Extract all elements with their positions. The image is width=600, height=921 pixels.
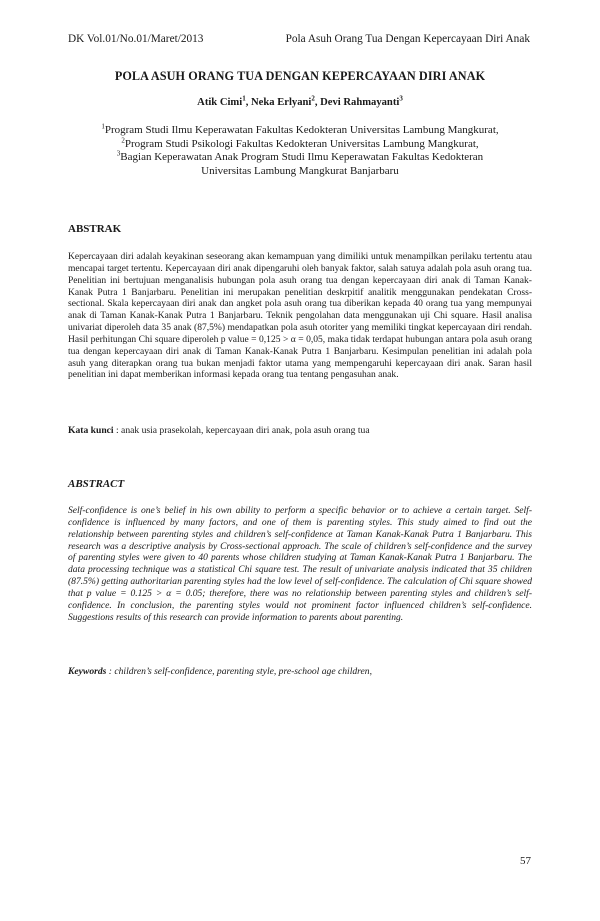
affiliation-line: $^3$Bagian Keperawatan Anak Program Studi Ilmu Keperawatan Fakultas Kedokteran [116,149,484,164]
paper-title: POLA ASUH ORANG TUA DENGAN KEPERCAYAAN DIRI ANAK [114,69,486,83]
affiliations [0,124,600,178]
author-affil-mark: 3 [399,94,403,103]
author-name: Devi Rahmayanti [320,97,400,108]
abstract-body: Self-confidence is one’s belief in his own ability to perform a specific behavior or to achieve a certain target. Self-confidence is influenced by many factors, and one of them is parenting styles. This study aimed to find out the relationship between parenting styles and children’s self-confidence at Taman Kanak-Kanak Putra 1 Banjarbaru. This research was a descriptive analysis by Cross-sectional approach. The scale of children’s self-confidence and the survey of parenting styles were given to 40 parents whose children studying at Taman Kanak-Kanak Putra 1 Banjarbaru. The data processing technique was a statistical Chi square test. The result of univariate analysis indicated that 35 children (87.5%) getting authoritarian parenting styles had the low level of self-confidence. The calculation of Chi square showed that p value = 0.125 > α = 0.05; therefore, there was no relationship between parenting styles and children’s self-confidence. In conclusion, the parenting styles would not prominent factor influenced children’s self-confidence. Suggestions results of this research can provide information to parents about parenting. [68,505,532,623]
author-name: Neka Erlyani [251,97,312,108]
keywords [68,666,532,678]
affiliation-line: $^1$Program Studi Ilmu Keperawatan Fakultas Kedokteran Universitas Lambung Mangkurat, [101,122,499,136]
kata-kunci-text: : anak usia prasekolah, kepercayaan diri anak, pola asuh orang tua [113,425,370,436]
page-number: 57 [520,855,531,867]
running-header-left: DK Vol.01/No.01/Maret/2013 [68,33,204,45]
affiliation-line: Universitas Lambung Mangkurat Banjarbaru [201,164,399,177]
author-affil-mark: 2 [311,94,315,103]
kata-kunci [68,425,532,437]
author-separator: , [245,97,251,108]
keywords-label: Keywords [68,666,107,677]
author-list [0,94,600,108]
kata-kunci-label: Kata kunci [68,425,114,436]
author-affil-mark: 1 [242,94,246,103]
affiliation-line: $^2$Program Studi Psikologi Fakultas Kedokteran Universitas Lambung Mangkurat, [121,135,479,150]
abstract-heading: ABSTRACT [68,478,125,490]
abstrak-body: Kepercayaan diri adalah keyakinan seseorang akan kemampuan yang dimiliki untuk menampilkan perilaku tertentu atau mencapai target tertentu. Kepercayaan diri anak dipengaruhi oleh banyak faktor, salah satuya adalah pola asuh orang tua. Penelitian ini bertujuan menganalisis hubungan pola asuh orang tua dengan kepercayaan diri anak di Taman Kanak-Kanak Putra 1 Banjarbaru. Penelitian ini merupakan penelitian deskrpitif analitik menggunakan pendekatan Cross-sectional. Skala kepercayaan diri anak dan angket pola asuh orang tua diberikan kepada 40 orang tua yang mempunyai anak di Taman Kanak-Kanak Putra 1 Banjarbaru. Teknik pengolahan data menggunakan uji Chi square. Hasil analisa univariat diperoleh data 35 anak (87,5%) mendapatkan pola asuh otoriter yang memiliki tingkat kepercayaan diri rendah. Hasil perhitungan Chi square diperoleh p value = 0,125 > α = 0,05, maka tidak terdapat hubungan antara pola asuh orang tua dengan kepercayaan diri anak di Taman Kanak-Kanak Putra 1 Banjarbaru. Kesimpulan penelitian ini adalah pola asuh yang diterapkan orang tua bukan menjadi faktor utama yang mempengaruhi kepercayaan diri anak. Saran hasil penelitian ini dapat memberikan informasi kepada orang tua tentang pengasuhan anak. [68,251,532,381]
keywords-text: : children’s self-confidence, parenting style, pre-school age children, [106,666,373,677]
running-header-right: Pola Asuh Orang Tua Dengan Kepercayaan Diri Anak [285,33,530,45]
author-name: Atik Cimi [197,97,243,108]
abstrak-heading: ABSTRAK [68,223,122,235]
author-separator: , [314,97,321,108]
